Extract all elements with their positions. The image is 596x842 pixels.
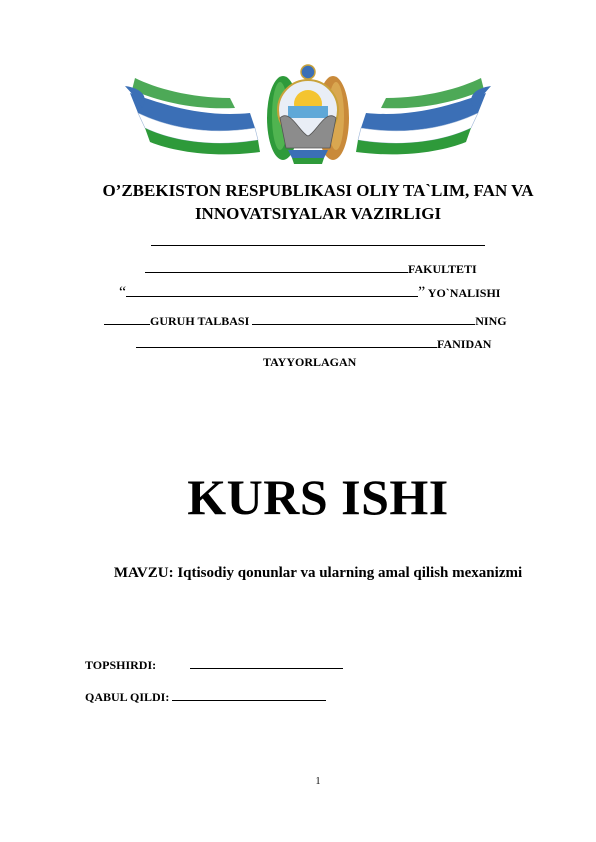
accepted-label: QABUL QILDI: <box>85 690 170 704</box>
submitted-line <box>85 657 156 673</box>
faculty-blank[interactable] <box>145 261 408 273</box>
subject-label: FANIDAN <box>437 337 492 351</box>
university-line <box>151 234 485 250</box>
open-quote: “ <box>119 284 127 301</box>
group-line <box>104 313 507 329</box>
subject-line <box>136 336 491 352</box>
page-number: 1 <box>315 776 321 787</box>
topic: MAVZU: Iqtisodiy qonunlar va ularning amal qilish mexanizmi <box>113 565 523 581</box>
ribbon-left <box>125 78 260 154</box>
group-label: GURUH TALBASI <box>150 314 250 328</box>
direction-line <box>119 285 500 301</box>
accepted-line <box>85 689 326 705</box>
direction-label: YO`NALISHI <box>427 286 501 300</box>
ministry-title-line-1: O’ZBEKISTON RESPUBLIKASI OLIY TA`LIM, FAN VA <box>102 181 534 200</box>
subject-blank[interactable] <box>136 336 437 348</box>
submitted-blank-wrap <box>190 657 343 673</box>
student-name-blank[interactable] <box>252 313 475 325</box>
document-title: KURS ISHI <box>187 469 449 525</box>
close-quote: ” <box>418 284 426 301</box>
submitted-label: TOPSHIRDI: <box>85 658 157 672</box>
faculty-label: FAKULTETI <box>408 262 477 276</box>
prepared-label: TAYYORLAGAN <box>263 355 357 369</box>
university-blank[interactable] <box>151 234 485 246</box>
possessive-label: NING <box>475 314 507 328</box>
group-blank[interactable] <box>104 313 150 325</box>
state-emblem <box>120 58 496 168</box>
direction-blank[interactable] <box>126 285 418 297</box>
ministry-title-line-2: INNOVATSIYALAR VAZIRLIGI <box>194 204 442 223</box>
ribbon-right <box>356 78 491 154</box>
faculty-line <box>145 261 477 277</box>
accepted-blank[interactable] <box>172 689 326 701</box>
submitted-blank[interactable] <box>190 657 343 669</box>
